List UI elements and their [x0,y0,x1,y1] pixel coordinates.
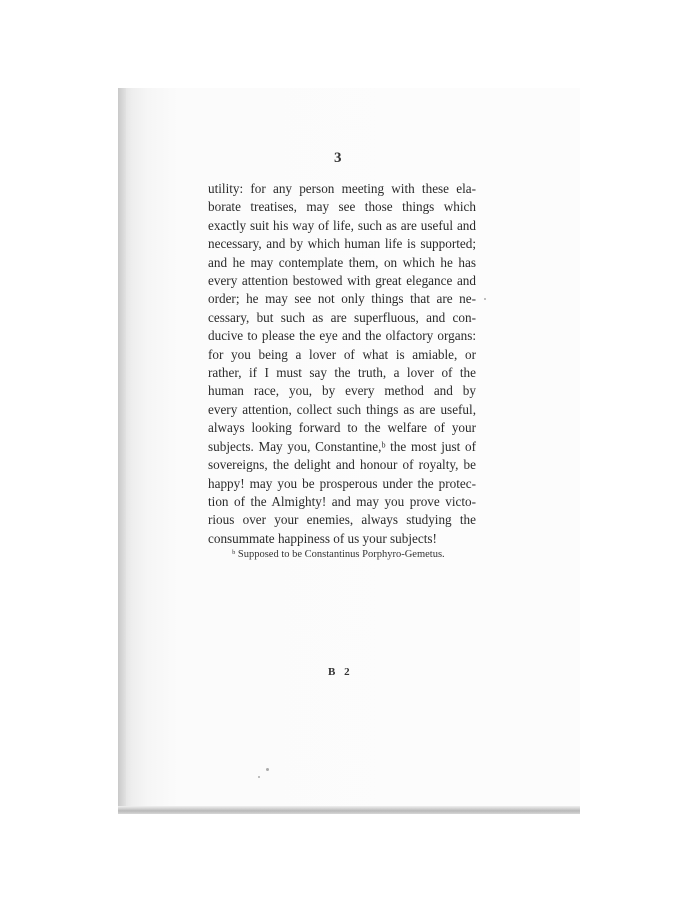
text-line: and he may contemplate them, on which he has [208,254,476,270]
text-line: ducive to please the eye and the olfactory organs: [208,328,476,344]
binding-shadow [118,88,126,812]
text-line: sovereigns, the delight and honour of royalty, be [208,457,476,473]
text-line: necessary, and by which human life is supported; [208,236,476,252]
text-line: always looking forward to the welfare of your [208,420,476,436]
text-line: subjects. May you, Constantine,ᵇ the most just of [208,438,476,454]
text-line: tion of the Almighty! and may you prove victo- [208,493,476,509]
text-line: human race, you, by every method and by [208,383,476,399]
footnote: ᵇ Supposed to be Constantinus Porphyro-Gemetus. [232,549,445,560]
text-line: exactly suit his way of life, such as are useful and [208,217,476,233]
page-number: 3 [334,150,342,166]
paper-speck [258,776,260,778]
text-line: every attention, collect such things as are useful, [208,401,476,417]
signature-mark: B 2 [328,666,353,678]
text-line: rather, if I must say the truth, a lover of the [208,365,476,381]
page-bottom-edge [118,806,580,814]
text-line: happy! may you be prosperous under the protec- [208,475,476,491]
paper-speck [484,298,486,300]
text-line: rious over your enemies, always studying the [208,512,476,528]
text-line: every attention bestowed with great elegance and [208,273,476,289]
paper-speck [266,768,269,771]
body-text [208,180,476,548]
text-line: for you being a lover of what is amiable, or [208,346,476,362]
text-line: order; he may see not only things that are ne- [208,291,476,307]
text-line: utility: for any person meeting with these ela- [208,181,476,196]
text-line: cessary, but such as are superfluous, and con- [208,309,476,325]
text-line: consummate happiness of us your subjects! [208,530,437,546]
text-line: borate treatises, may see those things which [208,199,476,215]
